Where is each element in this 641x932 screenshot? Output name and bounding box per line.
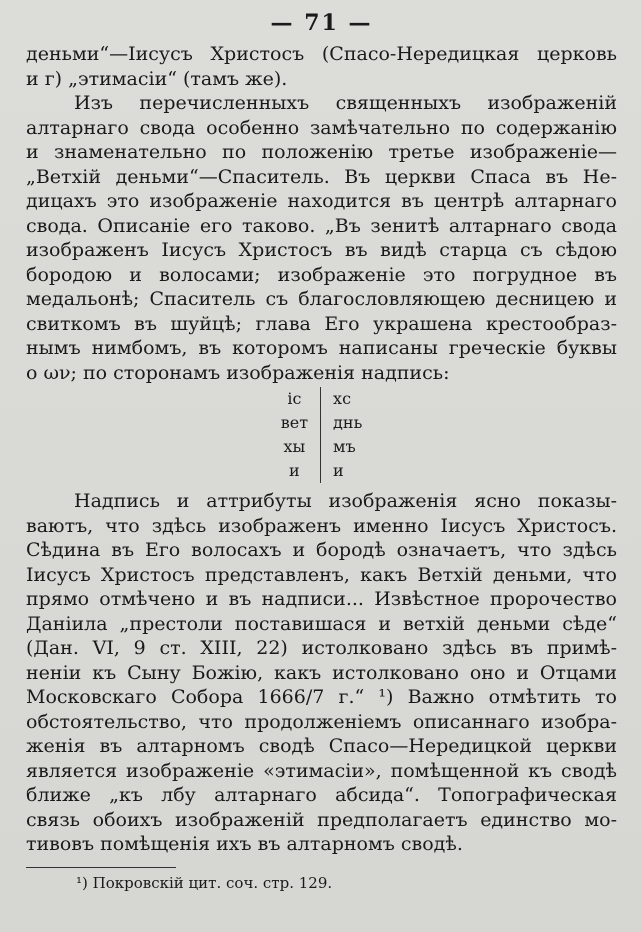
text-line: медальонѣ; Спаситель съ благословляющею десницею и bbox=[26, 288, 617, 310]
text-line: прямо отмѣчено и въ надписи... Извѣстное пророчество bbox=[26, 588, 617, 610]
text-line: тивовъ помѣщенія ихъ въ алтарномъ сводѣ. bbox=[26, 833, 463, 855]
text-line: свиткомъ въ шуйцѣ; глава Его украшена крестообраз- bbox=[26, 312, 617, 335]
inscription-row bbox=[269, 387, 375, 411]
text-line: неніи къ Сыну Божію, какъ истолковано оно и Отцами bbox=[26, 661, 617, 684]
text-line: ο ων; по сторонамъ изображенія надпись: bbox=[26, 361, 450, 384]
inscription-row bbox=[269, 411, 375, 435]
text-line: и г) „этимасіи“ (тамъ же). bbox=[26, 67, 288, 90]
footnote: ¹) Покровскій цит. соч. стр. 129. bbox=[76, 873, 333, 892]
text-line: свода. Описаніе его таково. „Въ зенитѣ алтарнаго свода bbox=[26, 214, 617, 237]
text-line: является изображеніе «этимасіи», помѣщенной къ сводѣ bbox=[26, 759, 617, 782]
text-line: бородою и волосами; изображеніе это погрудное въ bbox=[26, 263, 617, 286]
text-line: Даніила „престоли поставишася и ветхій деньми сѣде“ bbox=[26, 612, 617, 635]
text-line: связь обоихъ изображеній предполагаетъ единство мо- bbox=[26, 808, 617, 831]
text-line: дицахъ это изображеніе находится въ центрѣ алтарнаго bbox=[26, 190, 617, 212]
text-line: изображенъ Іисусъ Христосъ въ видѣ старца съ сѣдою bbox=[26, 239, 617, 261]
paragraph-2 bbox=[26, 489, 617, 857]
text-line: ваютъ, что здѣсь изображенъ именно Іисусъ Христосъ. bbox=[26, 514, 617, 537]
paragraph-1 bbox=[26, 91, 617, 385]
footnote-divider bbox=[26, 867, 176, 868]
inscription-right: и bbox=[333, 461, 344, 480]
text-line: и знаменательно по положенію третье изображеніе— bbox=[26, 141, 617, 163]
text-line: Надпись и аттрибуты изображенія ясно показы- bbox=[74, 490, 617, 512]
inscription-right: днь bbox=[333, 413, 363, 432]
text-line: (Дан. VI, 9 ст. XIII, 22) истолковано здѣсь въ примѣ- bbox=[26, 637, 617, 659]
text-line: обстоятельство, что продолженіемъ описаннаго изобра- bbox=[26, 710, 617, 733]
inscription-row bbox=[269, 459, 375, 483]
inscription-right: хс bbox=[333, 389, 352, 408]
inscription-left: іс bbox=[269, 387, 321, 411]
text-line: женія въ алтарномъ сводѣ Спасо—Нередицкой церкви bbox=[26, 735, 617, 757]
inscription-block bbox=[26, 387, 617, 483]
text-line: Сѣдина въ Его волосахъ и бородѣ означаетъ, что здѣсь bbox=[26, 539, 617, 561]
inscription-table bbox=[269, 387, 375, 483]
text-line: ближе „къ лбу алтарнаго абсида“. Топографическая bbox=[26, 784, 617, 806]
text-line: Іисусъ Христосъ представленъ, какъ Ветхій деньми, что bbox=[26, 563, 617, 586]
inscription-right: мъ bbox=[333, 437, 356, 456]
text-line: нымъ нимбомъ, въ которомъ написаны греческіе буквы bbox=[26, 337, 617, 359]
text-line: „Ветхій деньми“—Спаситель. Въ церкви Спаса въ Не- bbox=[26, 165, 617, 188]
text-line: Московскаго Собора 1666/7 г.“ ¹) Важно отмѣтить то bbox=[26, 686, 617, 708]
inscription-row bbox=[269, 435, 375, 459]
inscription-left: хы bbox=[269, 435, 321, 459]
page-number: — 71 — bbox=[270, 10, 373, 36]
text-line: деньми“—Іисусъ Христосъ (Спасо-Нередицкая церковь bbox=[26, 43, 617, 65]
inscription-left: и bbox=[269, 459, 321, 483]
text-line: алтарнаго свода особенно замѣчательно по содержанію bbox=[26, 116, 617, 139]
inscription-left: вет bbox=[269, 411, 321, 435]
text-line: Изъ перечисленныхъ священныхъ изображеній bbox=[74, 92, 617, 114]
continuation-text bbox=[26, 42, 617, 91]
